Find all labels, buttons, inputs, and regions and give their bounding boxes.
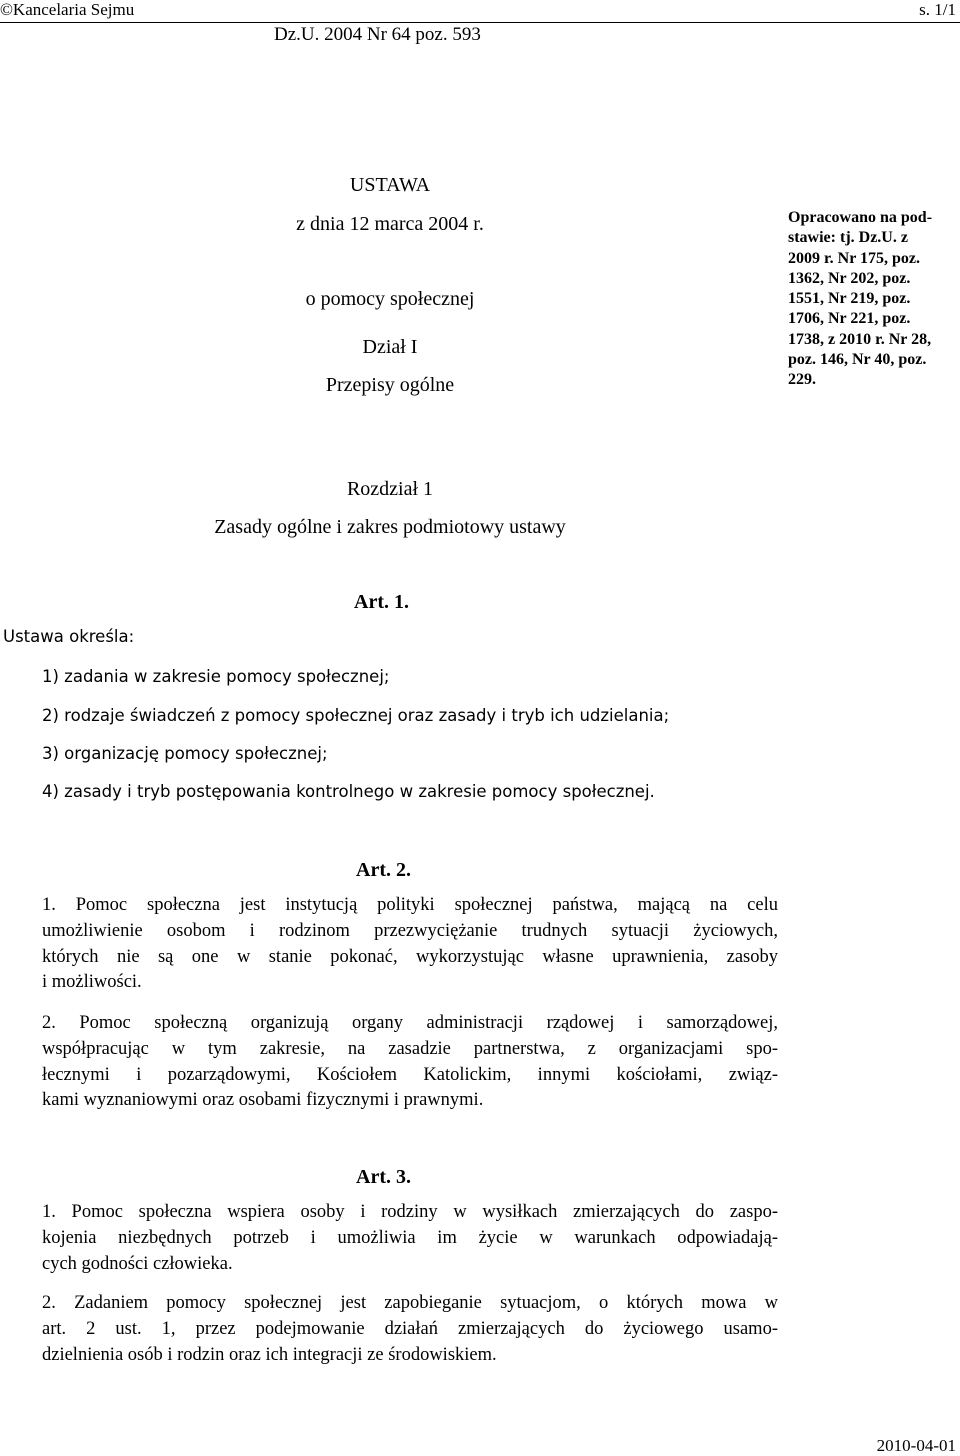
art1-item: 3) organizację pomocy społecznej; <box>42 744 328 763</box>
note-line: stawie: tj. Dz.U. z <box>788 229 908 247</box>
chapter-label: Rozdział 1 <box>346 478 434 500</box>
art2-paragraph-1 <box>42 893 778 996</box>
paragraph-line: 1. Pomoc społeczna jest instytucją polityki społecznej państwa, mającą na celu <box>42 895 778 915</box>
paragraph-line: współpracując w tym zakresie, na zasadzie partnerstwa, z organizacjami spo- <box>42 1038 778 1059</box>
footer-date: 2010-04-01 <box>876 1436 956 1455</box>
paragraph-line: których nie są one w stanie pokonać, wykorzystując własne uprawnienia, zasoby <box>42 946 778 967</box>
note-line: 2009 r. Nr 175, poz. <box>788 249 920 267</box>
paragraph-line: dzielnienia osób i rodzin oraz ich integracji ze środowiskiem. <box>42 1344 497 1365</box>
paragraph-line: 2. Zadaniem pomocy społecznej jest zapobieganie sytuacjom, o których mowa w <box>42 1293 778 1313</box>
art1-intro: Ustawa określa: <box>3 627 135 646</box>
chapter-name: Zasady ogólne i zakres podmiotowy ustawy <box>214 516 566 538</box>
note-line: 1738, z 2010 r. Nr 28, <box>788 330 932 348</box>
art2-paragraph-2 <box>42 1011 778 1114</box>
note-line: 1551, Nr 219, poz. <box>788 290 911 308</box>
note-line: 1362, Nr 202, poz. <box>788 269 911 287</box>
act-subject: o pomocy społecznej <box>305 288 475 310</box>
paragraph-line: art. 2 ust. 1, przez podejmowanie działań zmierzających do życiowego usamo- <box>42 1318 778 1339</box>
art2-heading: Art. 2. <box>356 859 411 881</box>
art3-heading: Art. 3. <box>356 1166 411 1188</box>
division-name: Przepisy ogólne <box>325 374 455 396</box>
note-line: poz. 146, Nr 40, poz. <box>788 351 927 369</box>
publisher-label: ©Kancelaria Sejmu <box>0 0 135 19</box>
paragraph-line: umożliwienie osobom i rodzinom przezwyciężanie trudnych sytuacji życiowych, <box>42 920 778 941</box>
paragraph-line: 2. Pomoc społeczną organizują organy administracji rządowej i samorządowej, <box>42 1013 778 1033</box>
act-type: USTAWA <box>349 174 431 196</box>
source-note <box>788 208 960 391</box>
note-line: Opracowano na pod- <box>788 209 933 226</box>
paragraph-line: kami wyznaniowymi oraz osobami fizycznymi i prawnymi. <box>42 1090 484 1111</box>
paragraph-line: 1. Pomoc społeczna wspiera osoby i rodziny w wysiłkach zmierzających do zaspo- <box>42 1202 778 1222</box>
page-number: s. 1/1 <box>919 0 956 19</box>
art1-item: 4) zasady i tryb postępowania kontrolnego w zakresie pomocy społecznej. <box>42 782 655 801</box>
note-line: 229. <box>788 371 816 389</box>
art3-paragraph-2 <box>42 1291 778 1368</box>
paragraph-line: łecznymi i pozarządowymi, Kościołem Katolickim, innymi kościołami, związ- <box>42 1064 778 1085</box>
note-line: 1706, Nr 221, poz. <box>788 310 911 328</box>
header-divider <box>0 22 960 23</box>
citation: Dz.U. 2004 Nr 64 poz. 593 <box>274 24 481 45</box>
art1-heading: Art. 1. <box>354 591 409 613</box>
art1-item: 2) rodzaje świadczeń z pomocy społecznej oraz zasady i tryb ich udzielania; <box>42 706 670 725</box>
art3-paragraph-1 <box>42 1200 778 1277</box>
paragraph-line: cych godności człowieka. <box>42 1253 233 1274</box>
paragraph-line: kojenia niezbędnych potrzeb i umożliwia im życie w warunkach odpowiadają- <box>42 1227 778 1248</box>
division-label: Dział I <box>362 336 418 358</box>
art1-item: 1) zadania w zakresie pomocy społecznej; <box>42 667 390 686</box>
paragraph-line: i możliwości. <box>42 972 142 993</box>
act-date: z dnia 12 marca 2004 r. <box>296 213 484 235</box>
